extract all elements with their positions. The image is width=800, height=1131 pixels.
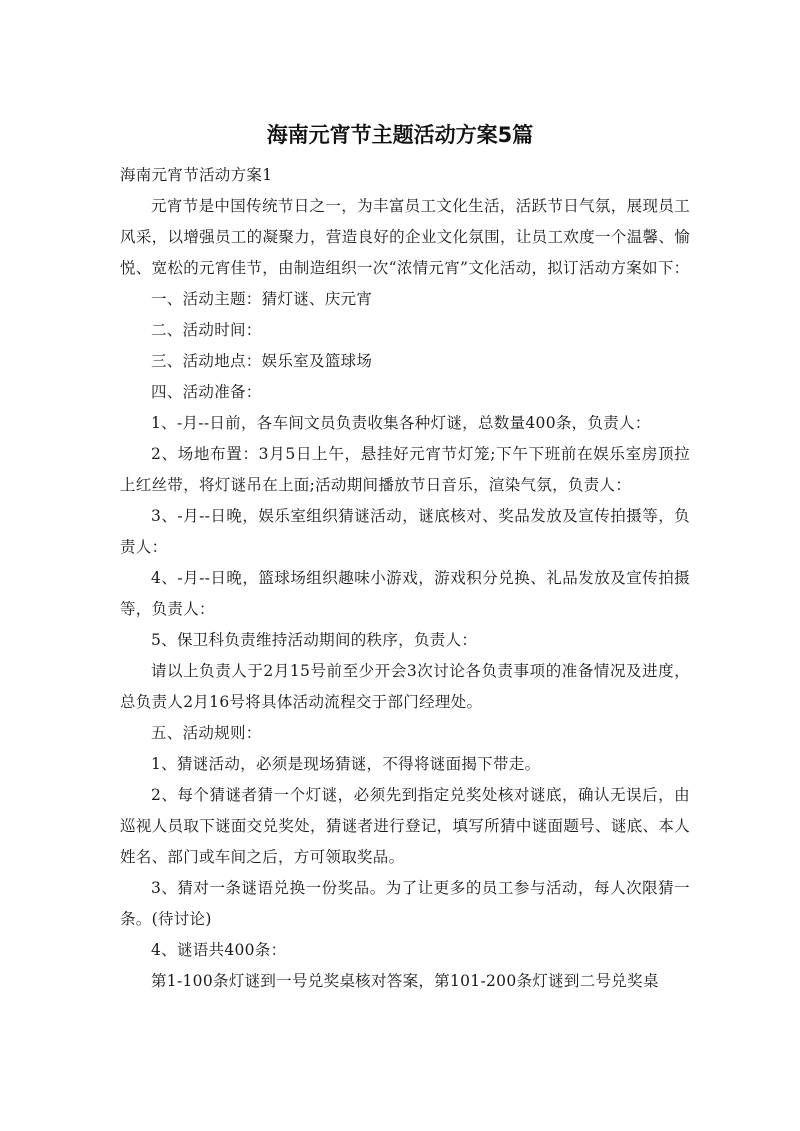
paragraph-preparation-5: 5、保卫科负责维持活动期间的秩序，负责人：: [151, 631, 478, 649]
paragraph-rule-1: 1、猜谜活动，必须是现场猜谜，不得将谜面揭下带走。: [151, 755, 541, 773]
paragraph-preparation-1: 1、-月--日前，各车间文员负责收集各种灯谜，总数量400条，负责人：: [151, 414, 651, 432]
paragraph-preparation-heading: 四、活动准备：: [151, 383, 262, 401]
paragraph-rule-2: 2、每个猜谜者猜一个灯谜，必须先到指定兑奖处核对谜底，确认无误后，由巡视人员取下谜面交兑奖处，猜谜者进行登记，填写所猜中谜面题号、谜底、本人姓名、部门或车间之后，方可领取奖品。: [120, 786, 690, 866]
paragraph-rules-heading: 五、活动规则：: [151, 724, 262, 742]
paragraph-preparation-2: 2、场地布置：3月5日上午，悬挂好元宵节灯笼;下午下班前在娱乐室房顶拉上红丝带，将灯谜吊在上面;活动期间播放节日音乐，渲染气氛，负责人：: [120, 445, 690, 494]
paragraph-preparation-3: 3、-月--日晚，娱乐室组织猜谜活动，谜底核对、奖品发放及宣传拍摄等，负责人：: [120, 507, 690, 556]
paragraph-rule-4: 4、谜语共400条：: [151, 941, 287, 959]
paragraph-preparation-4: 4、-月--日晚，篮球场组织趣味小游戏，游戏积分兑换、礼品发放及宣传拍摄等，负责人：: [120, 569, 690, 618]
paragraph-activity-location: 三、活动地点：娱乐室及篮球场: [151, 352, 373, 370]
intro-paragraph: 元宵节是中国传统节日之一，为丰富员工文化生活，活跃节日气氛，展现员工风采，以增强员工的凝聚力，营造良好的企业文化氛围，让员工欢度一个温馨、愉悦、宽松的元宵佳节，由制造组织一次“浓情元宵”文化活动，拟订活动方案如下：: [120, 197, 690, 277]
paragraph-activity-theme: 一、活动主题：猜灯谜、庆元宵: [151, 290, 373, 308]
paragraph-activity-time: 二、活动时间：: [151, 321, 262, 339]
paragraph-rule-4-detail: 第1-100条灯谜到一号兑奖桌核对答案，第101-200条灯谜到二号兑奖桌: [151, 972, 659, 990]
paragraph-meeting-note: 请以上负责人于2月15号前至少开会3次讨论各负责事项的准备情况及进度，总负责人2月16号将具体活动流程交于部门经理处。: [120, 662, 690, 711]
document-body: [120, 160, 690, 997]
document-title: 海南元宵节主题活动方案5篇: [266, 123, 534, 147]
section-heading: 海南元宵节活动方案1: [120, 166, 273, 184]
paragraph-rule-3: 3、猜对一条谜语兑换一份奖品。为了让更多的员工参与活动，每人次限猜一条。(待讨论): [120, 879, 690, 928]
